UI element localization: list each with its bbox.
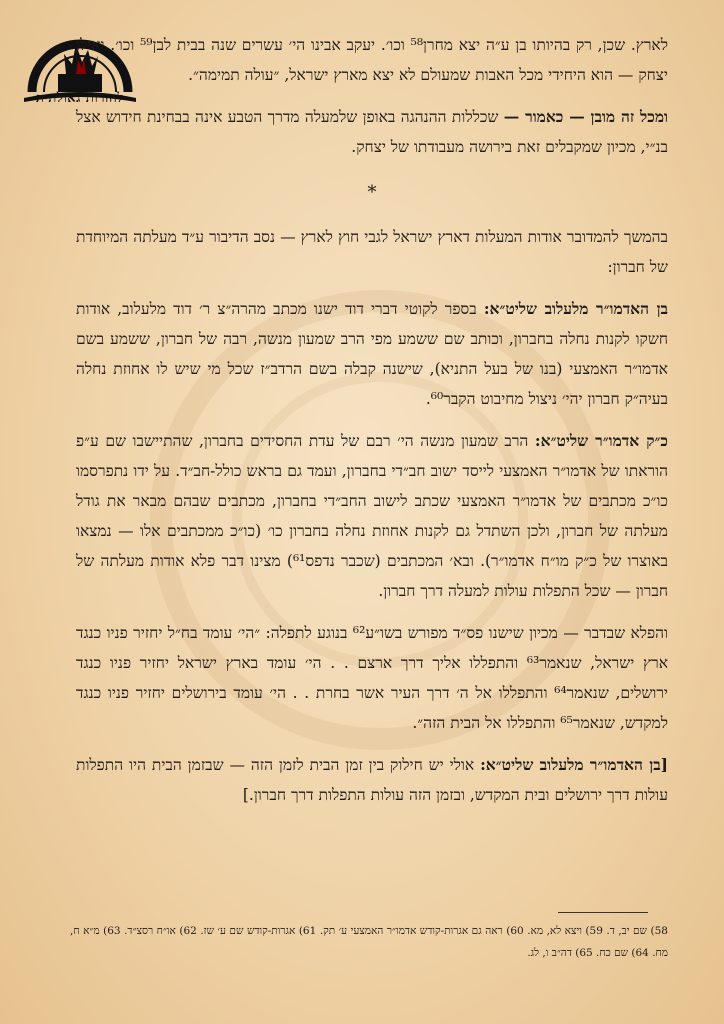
paragraph-lelov-1 [76, 294, 668, 414]
speaker-label: [בן האדמו״ר מלעלוב שליט״א: [480, 755, 669, 774]
paragraph-lelov-2 [76, 750, 668, 810]
paragraph-text: בספר לקוטי דברי דוד ישנו מכתב מהרה״צ ר׳ דוד מלעלוב, אודות חשקו לקנות נחלה בחברון, וכותב שם ששמע מפי הרב שמעון מנשה, רבה של חברון, ששמע בשם אדמו״ר האמצעי (בנו של בעל התניא), שישנה קבלה בשם הרדב״ז שכל מי שיש לו אחוזת נחלה בעיה״ק חברון יהי׳ ניצול מחיבוט הקבר⁶⁰. [76, 300, 668, 408]
paragraph-hebron-intro [76, 222, 668, 282]
paragraph-conclusion [76, 102, 668, 162]
paragraph-text: והפלא שבדבר — מכיון שישנו פס״ד מפורש בשו״ע⁶² בנוגע לתפלה: ״הי׳ עומד בח״ל יחזיר פניו כנגד ארץ ישראל, שנאמר⁶³ והתפללו אליך דרך ארצם . . הי׳ עומד בארץ ישראל יחזיר פניו כנגד ירושלים, שנאמר⁶⁴ והתפללו אל ה׳ דרך העיר אשר בחרת . . הי׳ עומד בירושלים יחזיר פניו כנגד למקדש, שנאמר⁶⁵ והתפללו אל הבית הזה״. [76, 624, 669, 732]
paragraph-rebbe [76, 426, 668, 606]
section-separator: * [367, 182, 377, 203]
paragraph-intro [76, 30, 668, 90]
logo-caption: לחזרות גאולתית [36, 91, 124, 106]
paragraph-text: שכללות ההנהגה באופן שלמעלה מדרך הטבע אינה בבחינת חידוש אצל בנ״י, מכיון שמקבלים זאת בירושה מעבודתו של יצחק. [76, 108, 668, 156]
paragraph-text: בהמשך להמדובר אודות המעלות דארץ ישראל לגבי חוץ לארץ — נסב הדיבור ע״ד מעלתה המיוחדת של חברון: [76, 228, 668, 276]
main-text [76, 30, 668, 822]
footnotes: 58) שם יב, ד. 59) ויצא לא, מא. 60) ראה גם אגרות-קודש אדמו״ר האמצעי ע׳ תק. 61) אגרות-קודש שם ע׳ שז. 62) או״ח רסצ״ד. 63) מ״א ח, מח. 64) שם כח. 65) דה״ב ו, לג. [70, 925, 668, 959]
paragraph-text: הרב שמעון מנשה הי׳ רבם של עדת החסידים בחברון, שהתיישבו שם ע״פ הוראתו של אדמו״ר האמצעי לייסד ישוב חב״די בחברון, ועמד גם בראש כולל-חב״ד. על ידו נתפרסמו כו״כ מכתבים של אדמו״ר האמצעי שכתב לישוב החב״די בחברון, מכתבים שבהם מבאר את גודל מעלתה של חברון, ולכן השתדל גם לקנות אחוזת נחלה בחברון כו׳ (כו״כ ממכתבים אלו — נמצאו באוצרו של כ״ק מו״ח אדמו״ר). ובא׳ המכתבים (שכבר נדפס⁶¹) מצינו דבר פלא אודות מעלתה של חברון — שכל התפלות עולות למעלה דרך חברון. [76, 432, 668, 600]
paragraph-wonder [76, 618, 668, 738]
paragraph-text: אולי יש חילוק בין זמן הבית לזמן הזה — שבזמן הבית היו התפלות עולות דרך ירושלים ובית המקדש, ובזמן הזה עולות התפלות דרך חברון.] [76, 756, 668, 804]
footnote-divider [558, 912, 648, 913]
paragraph-lead: ומכל זה מובן — כאמור — [503, 107, 668, 126]
paragraph-text: לארץ. שכן, רק בהיותו בן ע״ה יצא מחרן⁵⁸ וכו׳. יעקב אבינו הי׳ עשרים שנה בבית לבן⁵⁹ וכו׳. ואילו יצחק — הוא היחידי מכל האבות שמעולם לא יצא מארץ ישראל, ״עולה תמימה״. [76, 36, 668, 84]
speaker-label: בן האדמו״ר מלעלוב שליט״א: [483, 299, 668, 318]
speaker-label: כ״ק אדמו״ר שליט״א: [534, 431, 668, 450]
